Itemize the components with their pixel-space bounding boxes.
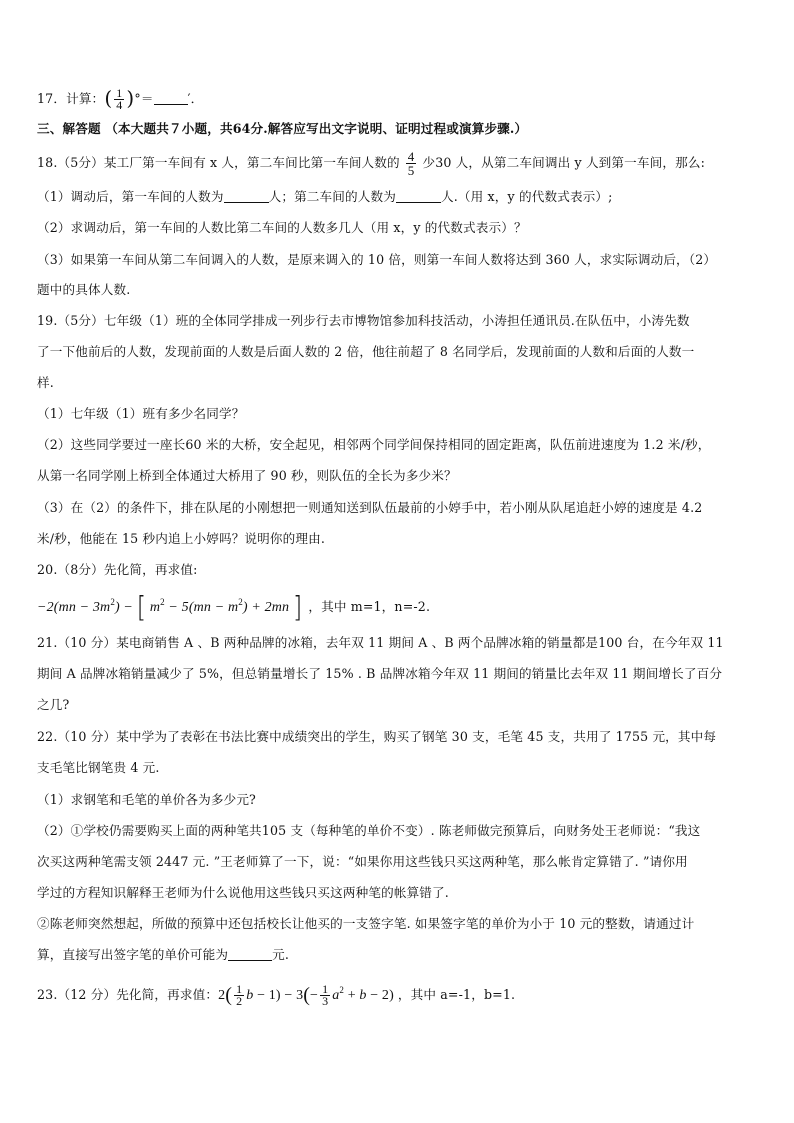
section-3-heading: 三、解答题 （本大题共７小题，共64分.解答应写出文字说明、证明过程或演算步骤.） [37, 121, 528, 136]
question-19-part-2-line-1: （2）这些同学要过一座长60 米的大桥，安全起见，相邻两个同学间保持相同的固定距离，队伍前进速度为 1.2 米/秒， [37, 437, 711, 452]
q23-formula: 2( $\frac{1}{2}$ b − 1) − 3(− $\frac{1}{3}$ $a^2 + b - 2$) [218, 982, 394, 1009]
q18-fraction: $\frac{4}{5}$ [407, 149, 415, 178]
q17-fraction: $\frac{1}{4}$ [116, 86, 123, 112]
question-21-line-1: 21.（10 分）某电商销售 A 、B 两种品牌的冰箱，去年双 11 期间 A 、B 两个品牌冰箱的销量都是100 台，在今年双 11 [37, 635, 724, 650]
question-22-part-2-line-3: 学过的方程知识解释王老师为什么说他用这些钱只买这两种笔的帐算错了. [37, 885, 449, 900]
question-19-line-3: 样. [37, 375, 54, 390]
question-19-part-3-line-2: 米/秒，他能在 15 秒内追上小婷吗？说明你的理由. [37, 531, 326, 546]
q20-condition: ，其中 m=1，n=-2. [308, 599, 431, 614]
q18-text-a: 18.（5分）某工厂第一车间有 x 人，第二车间比第一车间人数的 [37, 155, 400, 170]
q18-text-b: 少30 人，从第二车间调出 y 人到第一车间，那么: [422, 155, 706, 170]
q20-formula: $-2(mn - 3m^2)$ − [ $m^2 - 5(mn - m^2) + 2mn$ ] [37, 590, 303, 624]
q17-label: 17．计算： [37, 91, 105, 106]
question-22-part-2-line-1: （2）①学校仍需要购买上面的两种笔共105 支（每种笔的单价不变）. 陈老师做完预算后，向财务处王老师说：“我这 [37, 823, 701, 838]
question-22-part-1: （1）求钢笔和毛笔的单价各为多少元? [37, 792, 256, 807]
q22-answer-blank[interactable] [228, 946, 272, 961]
question-18-part-1: （1）调动后，第一车间的人数为 人；第二车间的人数为 人.（用 x，y 的代数式表示）; [37, 189, 613, 204]
question-19-part-1: （1）七年级（1）班有多少名同学？ [37, 406, 245, 421]
question-22-part-2-line-2: 次买这两种笔需支领 2447 元. ”王老师算了一下，说：“如果你用这些钱只买这两种笔，那么帐肯定算错了. ”请你用 [37, 854, 688, 869]
q18-blank-2[interactable] [396, 188, 441, 203]
question-21-line-3: 之几? [37, 697, 70, 712]
question-18-part-3-line-1: （3）如果第一车间从第二车间调入的人数，是原来调入的 10 倍，则第一车间人数将达到 360 人，求实际调动后，（2） [37, 252, 717, 267]
q17-eq: °＝ [134, 91, 154, 106]
question-18-line-1 [37, 150, 705, 177]
question-23 [37, 980, 515, 1007]
question-21-line-2: 期间 A 品牌冰箱销量减少了 5%，但总销量增长了 15% . B 品牌冰箱今年双 11 期间的销量比去年双 11 期间增长了百分 [37, 666, 723, 681]
q23-label: 23.（12 分）先化简，再求值： [37, 987, 219, 1002]
question-22-line-1: 22.（10 分）某中学为了表彰在书法比赛中成绩突出的学生，购买了钢笔 30 支，毛笔 45 支，共用了 1755 元，其中每 [37, 729, 717, 744]
question-18-part-3-line-2: 题中的具体人数. [37, 282, 131, 297]
q17-answer-blank[interactable] [154, 90, 188, 105]
q18-blank-1[interactable] [224, 188, 269, 203]
question-22-part-3-line-1: ②陈老师突然想起，所做的预算中还包括校长让他买的一支签字笔. 如果签字笔的单价为小于 10 元的整数，请通过计 [37, 916, 695, 931]
question-20-expression [37, 590, 431, 624]
q23-condition: ，其中 a=-1，b=1. [397, 987, 516, 1002]
question-18-part-2: （2）求调动后，第一车间的人数比第二车间的人数多几人（用 x，y 的代数式表示）？ [37, 220, 527, 235]
question-20-line-1: 20.（8分）先化简，再求值: [37, 562, 198, 577]
question-22-line-2: 支毛笔比钢笔贵 4 元. [37, 760, 160, 775]
question-19-line-1: 19.（5分）七年级（1）班的全体同学排成一列步行去市博物馆参加科技活动，小涛担任通讯员.在队伍中，小涛先数 [37, 313, 690, 328]
question-17: 17．计算：( $\frac{1}{4}$ )°＝ ′． [37, 86, 204, 112]
question-19-part-2-line-2: 从第一名同学刚上桥到全体通过大桥用了 90 秒，则队伍的全长为多少米？ [37, 468, 457, 483]
q17-tail: ′． [187, 91, 204, 106]
question-19-part-3-line-1: （3）在（2）的条件下，排在队尾的小刚想把一则通知送到队伍最前的小婷手中，若小刚从队尾追赶小婷的速度是 4.2 [37, 500, 703, 515]
question-22-part-3-line-2: 算，直接写出签字笔的单价可能为 元. [37, 947, 290, 962]
question-19-line-2: 了一下他前后的人数，发现前面的人数是后面人数的 2 倍，他往前超了 8 名同学后，发现前面的人数和后面的人数一 [37, 344, 695, 359]
